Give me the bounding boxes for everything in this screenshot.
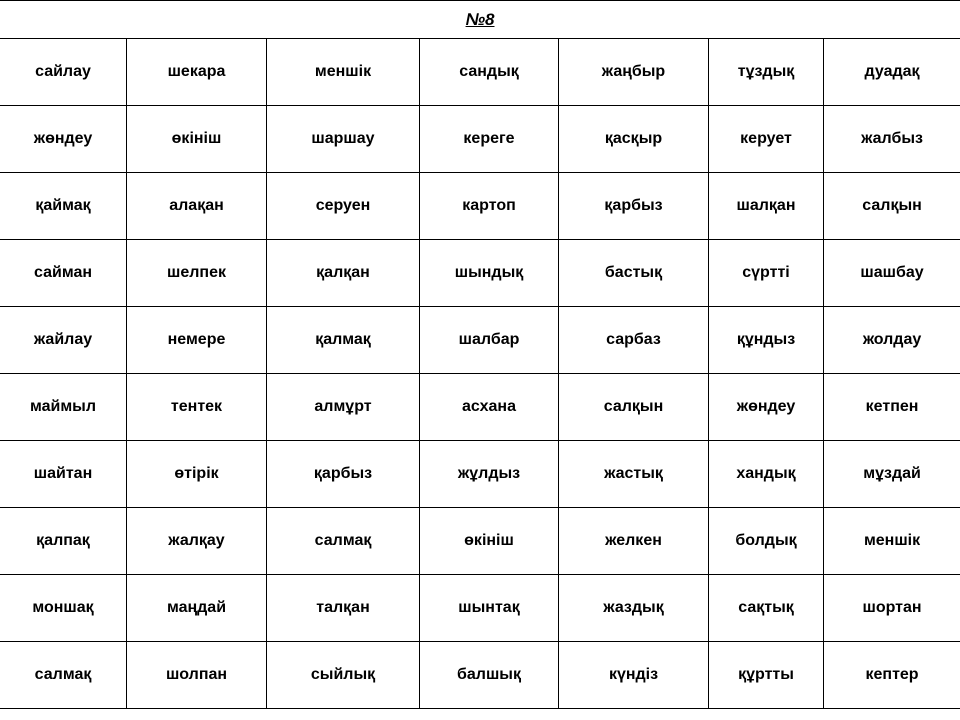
word-cell: құртты [709, 642, 824, 709]
word-cell: салмақ [267, 508, 420, 575]
word-cell: жалбыз [824, 106, 960, 173]
word-cell: жайлау [0, 307, 127, 374]
word-cell: керует [709, 106, 824, 173]
word-cell: хандық [709, 441, 824, 508]
word-cell: қасқыр [559, 106, 709, 173]
word-cell: талқан [267, 575, 420, 642]
word-cell: серуен [267, 173, 420, 240]
word-cell: жаздық [559, 575, 709, 642]
word-cell: шынтақ [420, 575, 559, 642]
table-row [0, 575, 960, 642]
word-cell: қарбыз [559, 173, 709, 240]
word-cell: кетпен [824, 374, 960, 441]
word-cell: өтірік [127, 441, 267, 508]
word-cell: шалбар [420, 307, 559, 374]
word-cell: шортан [824, 575, 960, 642]
word-cell: немере [127, 307, 267, 374]
word-cell: алақан [127, 173, 267, 240]
word-cell: жаңбыр [559, 39, 709, 106]
word-cell: мұздай [824, 441, 960, 508]
word-cell: салмақ [0, 642, 127, 709]
word-table-body [0, 39, 960, 709]
word-cell: маймыл [0, 374, 127, 441]
word-cell: шаршау [267, 106, 420, 173]
word-cell: жөндеу [0, 106, 127, 173]
table-row [0, 240, 960, 307]
word-cell: шалқан [709, 173, 824, 240]
word-cell: қарбыз [267, 441, 420, 508]
word-cell: қаймақ [0, 173, 127, 240]
word-cell: желкен [559, 508, 709, 575]
word-cell: кептер [824, 642, 960, 709]
word-cell: тұздық [709, 39, 824, 106]
word-cell: болдық [709, 508, 824, 575]
word-cell: қалқан [267, 240, 420, 307]
word-cell: құндыз [709, 307, 824, 374]
word-cell: меншік [824, 508, 960, 575]
table-title: №8 [0, 1, 960, 39]
word-cell: шекара [127, 39, 267, 106]
word-cell: салқын [824, 173, 960, 240]
word-cell: қалпақ [0, 508, 127, 575]
word-cell: сыйлық [267, 642, 420, 709]
table-row [0, 39, 960, 106]
word-cell: дуадақ [824, 39, 960, 106]
word-cell: жолдау [824, 307, 960, 374]
word-cell: сүртті [709, 240, 824, 307]
word-cell: сайман [0, 240, 127, 307]
word-cell: қалмақ [267, 307, 420, 374]
word-cell: шашбау [824, 240, 960, 307]
word-cell: өкініш [127, 106, 267, 173]
word-cell: сақтық [709, 575, 824, 642]
word-cell: маңдай [127, 575, 267, 642]
word-cell: тентек [127, 374, 267, 441]
table-row [0, 642, 960, 709]
word-cell: сандық [420, 39, 559, 106]
table-row [0, 374, 960, 441]
word-cell: күндіз [559, 642, 709, 709]
table-row [0, 106, 960, 173]
word-cell: моншақ [0, 575, 127, 642]
word-cell: кереге [420, 106, 559, 173]
word-cell: сарбаз [559, 307, 709, 374]
table-row [0, 173, 960, 240]
table-row [0, 307, 960, 374]
word-cell: шайтан [0, 441, 127, 508]
word-cell: меншік [267, 39, 420, 106]
word-cell: бастық [559, 240, 709, 307]
word-cell: шындық [420, 240, 559, 307]
word-cell: жұлдыз [420, 441, 559, 508]
word-cell: салқын [559, 374, 709, 441]
table-row [0, 441, 960, 508]
table-row [0, 508, 960, 575]
word-cell: картоп [420, 173, 559, 240]
word-cell: жастық [559, 441, 709, 508]
word-cell: алмұрт [267, 374, 420, 441]
word-cell: шелпек [127, 240, 267, 307]
word-cell: шолпан [127, 642, 267, 709]
title-row [0, 1, 960, 39]
word-cell: жөндеу [709, 374, 824, 441]
word-cell: өкініш [420, 508, 559, 575]
word-cell: жалқау [127, 508, 267, 575]
word-cell: сайлау [0, 39, 127, 106]
word-cell: асхана [420, 374, 559, 441]
word-cell: балшық [420, 642, 559, 709]
